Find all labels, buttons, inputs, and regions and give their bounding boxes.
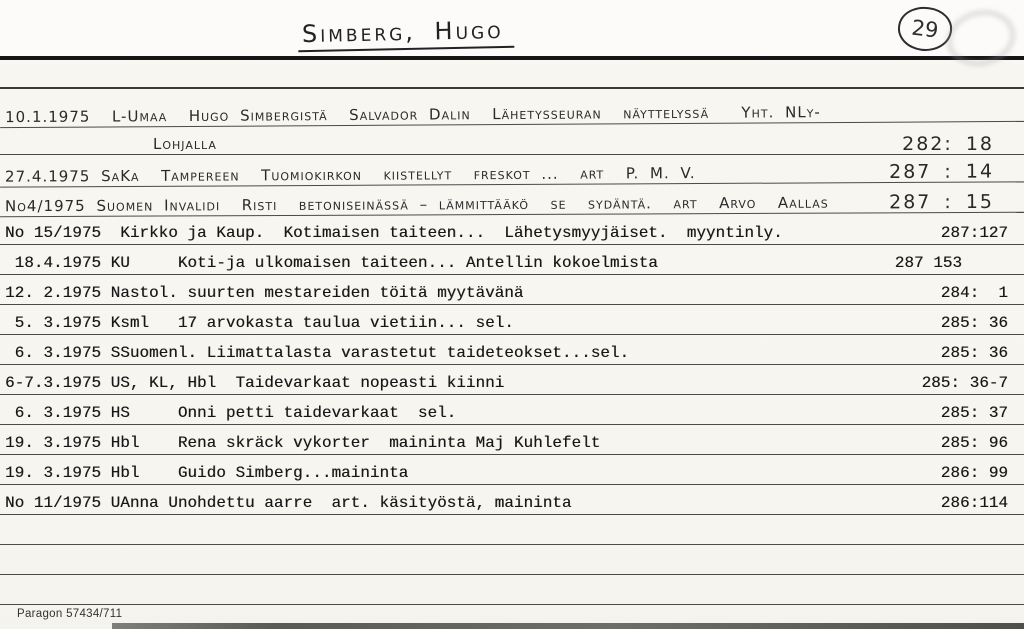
entry-row bbox=[0, 183, 1024, 217]
entry-text: 12. 2.1975 Nastol. suurten mestareiden töitä myytävänä bbox=[5, 284, 524, 302]
entry-text: 18.4.1975 KU Koti-ja ulkomaisen taiteen... Antellin kokoelmista bbox=[5, 254, 658, 272]
entry-ref: 282: 18 bbox=[902, 133, 994, 155]
card-title: Simberg, Hugo bbox=[298, 16, 514, 53]
entry-row bbox=[0, 152, 1024, 187]
entry-text: 19. 3.1975 Hbl Rena skräck vykorter maininta Maj Kuhlefelt bbox=[5, 434, 601, 452]
entry-text: 6-7.3.1975 US, KL, Hbl Taidevarkaat nopeasti kiinni bbox=[5, 374, 505, 392]
entry-row bbox=[0, 125, 1024, 155]
entry-text: No 11/1975 UAnna Unohdettu aarre art. käsityöstä, maininta bbox=[5, 494, 572, 512]
entry-row bbox=[0, 395, 1024, 425]
entry-ref: 287 153 bbox=[894, 254, 962, 272]
entry-row bbox=[0, 425, 1024, 455]
entry-text: Lohjalla bbox=[153, 135, 217, 153]
entry-text: 6. 3.1975 HS Onni petti taidevarkaat sel. bbox=[5, 404, 457, 422]
entry-ref: 285: 36 bbox=[940, 314, 1008, 332]
entry-row bbox=[0, 305, 1024, 335]
entry-text: 5. 3.1975 Ksml 17 arvokasta taulua vietiin... sel. bbox=[5, 314, 514, 332]
card-stock-label: Paragon 57434/711 bbox=[17, 608, 123, 620]
entry-ref: 286:114 bbox=[940, 494, 1008, 512]
entry-ref: 287 : 14 bbox=[889, 160, 995, 184]
scan-edge-strip bbox=[112, 623, 1024, 629]
entry-row bbox=[0, 335, 1024, 365]
entry-row bbox=[0, 245, 1024, 275]
entry-ref: 284: 1 bbox=[940, 284, 1008, 302]
entry-ref: 285: 36 bbox=[940, 344, 1008, 362]
entry-ref: 285: 36-7 bbox=[921, 374, 1008, 392]
entry-text: 27.4.1975 SaKa Tampereen Tuomiokirkon kiistellyt freskot ... art P. M. V. bbox=[4, 164, 696, 186]
entry-row bbox=[0, 455, 1024, 485]
page-number: 29 bbox=[910, 15, 940, 43]
ruled-empty-row bbox=[0, 545, 1024, 575]
entry-text: 10.1.1975 L-Umaa Hugo Simbergistä Salvador Dalin Lähetysseuran näyttelyssä Yht. NLy- bbox=[5, 103, 821, 127]
entry-ref: 287:127 bbox=[940, 224, 1008, 242]
card-header bbox=[0, 0, 1024, 60]
ruled-empty-row bbox=[0, 515, 1024, 545]
entry-row bbox=[0, 84, 1024, 128]
entry-ref: 286: 99 bbox=[940, 464, 1008, 482]
entry-row bbox=[0, 365, 1024, 395]
entry-ref: 287 : 15 bbox=[889, 190, 995, 214]
entry-text: No4/1975 Suomen Invalidi Risti betoniseinässä – lämmittääkö se sydäntä. art Arvo Aallas bbox=[4, 193, 829, 216]
entry-row bbox=[0, 215, 1024, 245]
entry-list bbox=[0, 87, 1024, 605]
entry-ref: 285: 96 bbox=[940, 434, 1008, 452]
entry-text: No 15/1975 Kirkko ja Kaup. Kotimaisen taiteen... Lähetysmyyjäiset. myyntinly. bbox=[5, 224, 783, 242]
entry-text: 6. 3.1975 SSuomenl. Liimattalasta varastetut taideteokset...sel. bbox=[5, 344, 630, 362]
entry-ref: 285: 37 bbox=[940, 404, 1008, 422]
entry-text: 19. 3.1975 Hbl Guido Simberg...maininta bbox=[5, 464, 409, 482]
ruled-empty-row bbox=[0, 575, 1024, 605]
entry-row bbox=[0, 485, 1024, 515]
entry-row bbox=[0, 275, 1024, 305]
